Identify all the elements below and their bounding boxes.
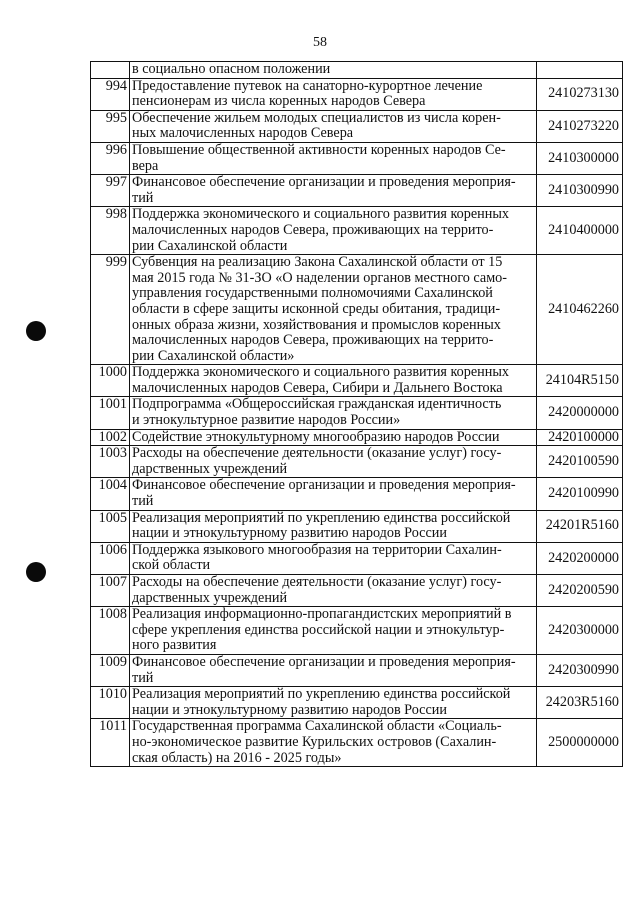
row-number: 1005 bbox=[91, 510, 130, 542]
description-line: Расходы на обеспечение деятельности (оказание услуг) госу- bbox=[132, 445, 502, 462]
description-line: в социально опасном положении bbox=[132, 61, 331, 77]
row-description bbox=[130, 110, 537, 142]
description-line: вера bbox=[132, 157, 159, 174]
description-line: управления государственными полномочиями Сахалинской bbox=[132, 285, 493, 302]
description-line: рии Сахалинской области» bbox=[132, 347, 295, 364]
description-line: рии Сахалинской области bbox=[132, 237, 288, 254]
row-description bbox=[130, 446, 537, 478]
row-code: 24201R5160 bbox=[537, 510, 623, 542]
description-line: Реализация мероприятий по укреплению единства российской bbox=[132, 686, 511, 703]
row-description bbox=[130, 510, 537, 542]
row-number: 1007 bbox=[91, 575, 130, 607]
description-line: мая 2015 года № 31-ЗО «О наделении органов местного само- bbox=[132, 269, 507, 286]
row-number: 1006 bbox=[91, 542, 130, 574]
table-row bbox=[91, 429, 623, 446]
punch-hole-mark bbox=[26, 321, 46, 341]
row-code: 2410300990 bbox=[537, 175, 623, 207]
table-row bbox=[91, 175, 623, 207]
description-line: ных малочисленных народов Севера bbox=[132, 125, 354, 142]
row-number: 1002 bbox=[91, 429, 130, 446]
table-row bbox=[91, 575, 623, 607]
description-line: тий bbox=[132, 189, 154, 206]
description-line: но-экономическое развитие Курильских островов (Сахалин- bbox=[132, 733, 497, 750]
row-number: 1009 bbox=[91, 654, 130, 686]
table-row bbox=[91, 78, 623, 110]
row-code: 24104R5150 bbox=[537, 365, 623, 397]
description-line: онных образа жизни, хозяйствования и промыслов коренных bbox=[132, 316, 501, 333]
description-line: Поддержка языкового многообразия на территории Сахалин- bbox=[132, 541, 502, 558]
description-line: Финансовое обеспечение организации и проведения мероприя- bbox=[132, 174, 516, 191]
row-description bbox=[130, 365, 537, 397]
description-line: малочисленных народов Севера, проживающих на террито- bbox=[132, 332, 494, 349]
punch-hole-mark bbox=[26, 562, 46, 582]
description-line: области в сфере защиты исконной среды обитания, традици- bbox=[132, 300, 501, 317]
row-code: 2420200590 bbox=[537, 575, 623, 607]
row-description bbox=[130, 255, 537, 365]
description-line: нации и этнокультурному развитию народов России bbox=[132, 701, 447, 718]
row-code: 2500000000 bbox=[537, 719, 623, 767]
table-row bbox=[91, 397, 623, 429]
row-code: 2420300990 bbox=[537, 654, 623, 686]
description-line: и этнокультурное развитие народов России» bbox=[132, 412, 401, 429]
row-code: 2420100000 bbox=[537, 429, 623, 446]
row-code: 24203R5160 bbox=[537, 687, 623, 719]
row-number: 996 bbox=[91, 142, 130, 174]
row-number: 1003 bbox=[91, 446, 130, 478]
description-line: Финансовое обеспечение организации и проведения мероприя- bbox=[132, 653, 516, 670]
table-row bbox=[91, 478, 623, 510]
row-description bbox=[130, 78, 537, 110]
row-number: 1001 bbox=[91, 397, 130, 429]
row-code: 2420100590 bbox=[537, 446, 623, 478]
row-code: 2410300000 bbox=[537, 142, 623, 174]
description-line: ская область) на 2016 - 2025 годы» bbox=[132, 749, 342, 766]
row-number: 997 bbox=[91, 175, 130, 207]
table-row bbox=[91, 110, 623, 142]
row-description bbox=[130, 575, 537, 607]
row-description bbox=[130, 142, 537, 174]
description-line: пенсионерам из числа коренных народов Севера bbox=[132, 93, 426, 110]
row-number: 1004 bbox=[91, 478, 130, 510]
description-line: Поддержка экономического и социального развития коренных bbox=[132, 364, 509, 381]
table-row bbox=[91, 207, 623, 255]
row-code: 2420100990 bbox=[537, 478, 623, 510]
row-description bbox=[130, 175, 537, 207]
row-description bbox=[130, 654, 537, 686]
table-row bbox=[91, 255, 623, 365]
row-code: 2420000000 bbox=[537, 397, 623, 429]
table-row bbox=[91, 687, 623, 719]
description-line: Государственная программа Сахалинской области «Социаль- bbox=[132, 718, 502, 735]
row-description bbox=[130, 542, 537, 574]
table-row bbox=[91, 654, 623, 686]
description-line: сфере укрепления единства российской нации и этнокультур- bbox=[132, 621, 505, 638]
row-code: 2410273220 bbox=[537, 110, 623, 142]
row-number: 1000 bbox=[91, 365, 130, 397]
table-row bbox=[91, 542, 623, 574]
description-line: Субвенция на реализацию Закона Сахалинской области от 15 bbox=[132, 254, 503, 271]
table-row bbox=[91, 510, 623, 542]
description-line: Содействие этнокультурному многообразию народов России bbox=[132, 428, 500, 445]
table-row bbox=[91, 446, 623, 478]
budget-code-table bbox=[90, 61, 623, 767]
description-line: Повышение общественной активности коренных народов Се- bbox=[132, 141, 506, 158]
description-line: ного развития bbox=[132, 637, 217, 654]
table-row bbox=[91, 142, 623, 174]
row-description bbox=[130, 687, 537, 719]
description-line: Предоставление путевок на санаторно-курортное лечение bbox=[132, 77, 483, 94]
description-line: дарственных учреждений bbox=[132, 460, 288, 477]
table-body bbox=[91, 62, 623, 767]
table-row bbox=[91, 365, 623, 397]
row-code: 2420300000 bbox=[537, 607, 623, 655]
row-code bbox=[537, 62, 623, 79]
row-description bbox=[130, 607, 537, 655]
description-line: тий bbox=[132, 669, 154, 686]
row-number: 994 bbox=[91, 78, 130, 110]
row-number: 998 bbox=[91, 207, 130, 255]
row-number: 999 bbox=[91, 255, 130, 365]
row-number: 1011 bbox=[91, 719, 130, 767]
row-number: 1008 bbox=[91, 607, 130, 655]
description-line: Обеспечение жильем молодых специалистов из числа корен- bbox=[132, 109, 501, 126]
row-description bbox=[130, 478, 537, 510]
description-line: малочисленных народов Севера, проживающих на террито- bbox=[132, 221, 494, 238]
row-description bbox=[130, 429, 537, 446]
row-description bbox=[130, 397, 537, 429]
row-number: 1010 bbox=[91, 687, 130, 719]
description-line: малочисленных народов Севера, Сибири и Дальнего Востока bbox=[132, 379, 503, 396]
row-code: 2410462260 bbox=[537, 255, 623, 365]
description-line: нации и этнокультурному развитию народов России bbox=[132, 525, 447, 542]
table-row bbox=[91, 607, 623, 655]
table-row bbox=[91, 62, 623, 79]
table-row bbox=[91, 719, 623, 767]
row-code: 2410273130 bbox=[537, 78, 623, 110]
description-line: Расходы на обеспечение деятельности (оказание услуг) госу- bbox=[132, 574, 502, 590]
description-line: Финансовое обеспечение организации и проведения мероприя- bbox=[132, 477, 516, 494]
row-code: 2420200000 bbox=[537, 542, 623, 574]
description-line: Реализация мероприятий по укреплению единства российской bbox=[132, 509, 511, 526]
description-line: дарственных учреждений bbox=[132, 589, 288, 606]
page-number: 58 bbox=[313, 35, 327, 50]
row-code: 2410400000 bbox=[537, 207, 623, 255]
row-description bbox=[130, 719, 537, 767]
row-description bbox=[130, 62, 537, 79]
description-line: ской области bbox=[132, 557, 211, 574]
description-line: тий bbox=[132, 493, 154, 510]
description-line: Реализация информационно-пропагандистских мероприятий в bbox=[132, 606, 512, 623]
row-number bbox=[91, 62, 130, 79]
description-line: Поддержка экономического и социального развития коренных bbox=[132, 206, 509, 223]
row-description bbox=[130, 207, 537, 255]
description-line: Подпрограмма «Общероссийская гражданская идентичность bbox=[132, 396, 502, 413]
row-number: 995 bbox=[91, 110, 130, 142]
